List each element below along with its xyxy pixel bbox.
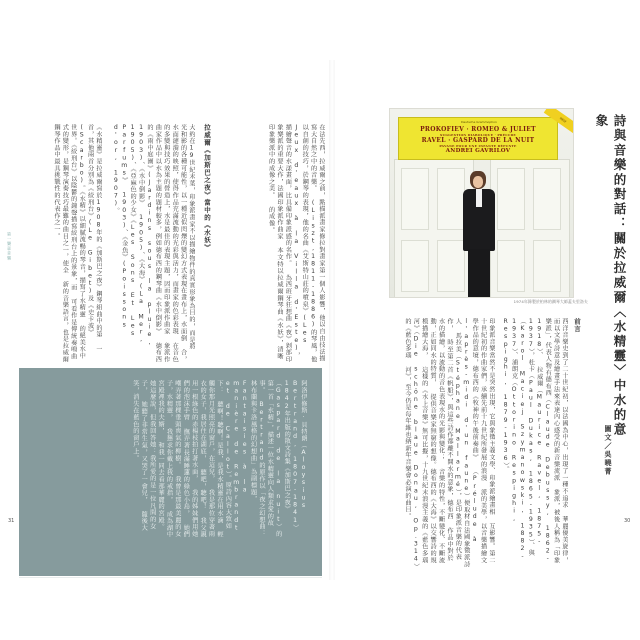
text-line: （Karol Maciej Szymanowski, 1882-1937）、浦朗克（Ottorino Respighi, [510, 318, 526, 561]
door-panel [497, 240, 525, 292]
text-line: 象派作曲家作品中以水為主題的題材較多，例如德布西的鋼琴曲《水中倒影》 [154, 124, 170, 363]
text-line: 這樣的《水上音樂》無可比擬，十九世紀末浪漫主義的《藍色多瑙河》（Die [412, 318, 428, 564]
page-gutter [329, 60, 335, 580]
page-number-left: 31 [8, 518, 15, 524]
album-line-2: SUGGESTION DIABOLIQUE · PRÉLUDE [440, 133, 516, 137]
text-line: schöne blaue Donau, Op.314）的《藍色多瑙 [403, 318, 420, 568]
text-line: 成為湖中宮殿裡我的夫婿， [157, 380, 173, 539]
text-line: 華麗優美旋律，而以文學詩意及繪畫手法來表達內心感受的新音樂流派 [552, 318, 568, 564]
section-subhead: 拉威爾《加斯巴之夜》當中的《水妖》 [203, 124, 211, 252]
text-line: 在法先西，拉威爾之前，點描派畫家修拉對畫家第一個人影響，他以自由技法描寫大自然之中的音樂。 [309, 124, 325, 362]
text-line: 聽啊！聽啊！是我，是我水精靈在用水滴 [215, 401, 223, 524]
text-line: 我是那位穿著雨衣的女子，我居住在湖底， [199, 380, 215, 538]
sidebar-poem-text [37, 380, 307, 540]
text-line: (Scarbo)。《水精》以細膩流暢的琴音，描寫了水精靈 [78, 124, 86, 318]
text-line: 阿洛伊修斯·貝特朗（Aloysius Bertrand, 1807-1841） [291, 380, 307, 532]
album-title-band [398, 117, 558, 160]
door-panel [437, 240, 465, 292]
text-line: 作品中對於水的描繪，以流動的音色表現水的光影與變化； [437, 318, 453, 562]
right-body-text [345, 318, 495, 568]
text-line: 在音色的多變與技巧效果的營造上，水是最佳的表現主題，因而印象派作曲家 [162, 124, 179, 363]
album-line-4: PAVANE POUR UNE INFANTE DÉFUNTE [439, 144, 517, 148]
text-line: Fantaisies à la manière de Rembrandt et de Callot）。原詩內容大致如下： [215, 380, 249, 532]
text-line: 時至第二首《帆船》，與這些詩作都離不開水的意象，德布西 [445, 339, 453, 520]
text-line: 音樂的特性，不斷變化、不斷流動，正如同水的特質， [429, 318, 445, 564]
text-line: 的絕美水中世界。《絞刑台》以陰鬱的鐘聲描寫絞刑台上的景象，而 [69, 124, 86, 360]
door-panel [533, 168, 561, 230]
text-line: 《水精靈》是拉威爾寫於1908年的《加斯巴之夜》鋼琴組曲中的第 [95, 124, 102, 338]
text-line: 拉威爾（Maurice Ravel, 1875-1937），杜卡（Paul Dukas, 1865-1935）、與 [527, 318, 543, 557]
door-panel [497, 168, 525, 230]
text-line: 馬拉美（Stéphane Mallarmé），是印象派音樂的代表作， [445, 318, 462, 561]
article-byline: 圖文／吳曉菁 [604, 425, 612, 476]
text-line: 德布西的《雨中庭園》(Jardins sous la pluie, 1903)、《水中倒影》 [137, 124, 162, 363]
album-cover-image [389, 108, 574, 298]
text-line: de la nuit）的第一首「水精」，描述一位水精靈向人類求愛的故事。 [257, 380, 282, 538]
text-line: 提供音樂家無窮的想像。德布西的《大海》以交響詩的規模描繪大海， [420, 318, 437, 564]
text-line: 輕觸你那月光照亮的窗戶，在這兒， [207, 380, 223, 539]
text-line: 大約在19世紀末葉，印象派畫家不以描繪物件的真實形象為目的，而是將 [188, 124, 195, 350]
text-line: 她們嘲弄著那棵垂頭喪氣的柳樹。 [173, 380, 190, 539]
text-line: 派的美學，以音樂描繪文學作品的意境，德布西的《牧神的午後前奏曲》 [471, 318, 487, 564]
text-line: (Liszt,1811-1886)的琴風，他以自創的技巧，於鋼琴的表現，他的名曲《艾斯特山莊的噴泉》(Les Jeux d'eaux à la Villa [292, 124, 317, 363]
left-intro-text [225, 124, 325, 364]
pianist-face [473, 176, 483, 188]
text-line: 印象派音樂當然不是突然出現，它與象徵主義文學、印象派繪畫相 [488, 318, 495, 516]
text-line: 隨後大笑，消失在藍色的窗戶上。 [131, 380, 148, 532]
album-line-3: RAVEL · GASPARD DE LA NUIT [421, 137, 535, 144]
door-right [490, 159, 570, 298]
text-line: 她聽了非常生氣，又哭了一會兒， [140, 401, 148, 504]
text-line: 本文特以拉威爾鋼琴曲《水妖》，清晰印象樂派中的成像之美。 [267, 124, 283, 360]
text-line: 和我一同去看那華麗的宮殿。 [157, 442, 165, 531]
text-line: 1903)、《金魚》(Poissons d'or, 1907)。 [112, 124, 128, 329]
text-line: 我的姊妹們用她們的泡沫手臂 [182, 380, 198, 538]
text-line: 光和影的各種可能性，以一種近似閃爍的變幻方式表現在畫布上，水面倒 [179, 124, 187, 342]
door-panel [533, 240, 561, 292]
text-line: Respighi, 1879-1936）。 [502, 318, 510, 473]
text-line: 象派，被後人稱為「印象樂派」，代表人物有德布西（Claude Debussy, 1862-1918）、 [535, 318, 560, 564]
left-body-text-2 [30, 124, 102, 364]
text-line: 為西班牙狂想曲《夜》剝部印象樂派的重要大作，法國印象派作曲家 [275, 124, 292, 363]
intro-text [500, 318, 568, 568]
text-line: 我父親用一根綠色的赤楊枝拍打著水面， [190, 380, 207, 539]
door-panel [401, 240, 429, 292]
text-line: 合，水面漣漪的映照，使得作品充滿流動的光彩與活力，而畫家的色彩表現 [171, 124, 187, 363]
text-line: 她這麼說，但我回答她：我所愛的是一位凡間的女子， [140, 380, 156, 530]
text-line: Bertrand的原作以「夜之幻想曲：林布蘭與卡洛風格的幻想曲」為副標題， [249, 380, 265, 537]
section-tag: 第一樂章音樂 [7, 232, 12, 261]
door-left [394, 159, 474, 298]
text-line: 1905)、《大海》(La Mer, 1905)、《亞麻色的少女》《Les Sons Et Les Parfums》 [120, 124, 145, 344]
article-title: 詩與音樂的對話：關於拉威爾〈水精靈〉中水的意象 [594, 114, 627, 438]
album-caption: 1974年錄製於柏林的鋼琴大師蓋夫里洛夫 [513, 299, 588, 304]
text-line: 聽吧，聽吧！ [199, 469, 207, 511]
text-line: 互影響。第二十世紀初的作曲家們，承續先前十九世紀所發展的浪漫 [479, 318, 495, 564]
album-line-1: PROKOFIEV · ROMEO & JULIET [420, 126, 536, 133]
text-line: 的成像。 [267, 206, 275, 234]
album-line-5: ANDREI GAVRILOV [445, 148, 511, 154]
door-panel [437, 168, 465, 230]
text-line: 可看作是傳統奏鳴曲式的變形，是鋼琴演奏技巧最難的曲目之一，使全 [61, 124, 77, 360]
label-logo: Deutsche Grammophon [461, 120, 497, 124]
text-line: （Prélude à l'après-midi d'un faune）便取材自法國象徵派詩人 [454, 318, 479, 568]
text-line: 1842年出版的散文詩集《加斯巴之夜》（Gaspard [274, 380, 291, 513]
text-line: 我曾是那最美麗的女子，水精靈， [165, 380, 181, 538]
left-body-text [110, 124, 195, 364]
lead-label: 前言 [573, 318, 581, 333]
door-panel [401, 168, 429, 230]
text-line: 一首，其他兩首分別為《絞刑台》(Le Gibet)及《史卡波》 [86, 124, 102, 353]
text-line: d'Este)，描繪聲音的水漾畫面，比具備印象派感的名作。 [284, 124, 300, 359]
text-line: 新的音樂語言，也是拉威爾鋼琴作品中最具挑戰性的代表作之一。 [52, 124, 69, 363]
text-line: 河》，至今仍是每年維也納新年音樂會必演的曲目。 [403, 366, 411, 520]
page-number-right: 30 [624, 518, 631, 524]
pianist-legs [468, 249, 490, 297]
pianist-shirt [476, 189, 482, 207]
album-badge: NEW [544, 108, 574, 136]
text-line: 撫弄著長滿睡蓮的綠色小島， [182, 428, 190, 517]
text-line: 我懇求你戴上我的戒指， [165, 428, 173, 504]
poem-sidebar-box [19, 368, 322, 576]
text-line: 西洋音樂史到了二十世紀初，以法國為中心，出現了一種不追求 [561, 318, 568, 509]
